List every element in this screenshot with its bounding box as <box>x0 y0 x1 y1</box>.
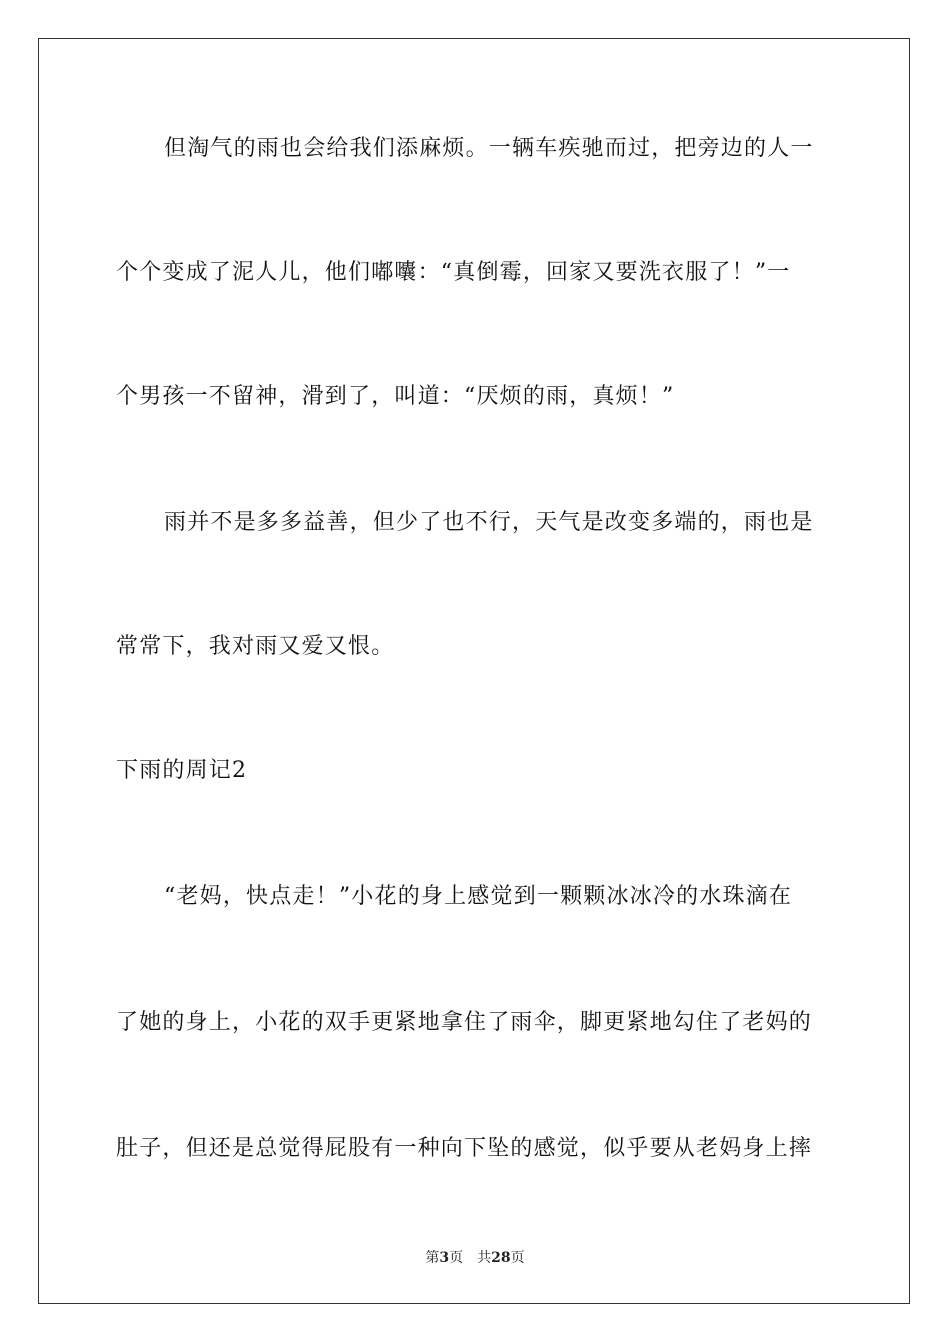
paragraph-1-line-2: 个个变成了泥人儿，他们嘟囔：“真倒霉，回家又要洗衣服了！”一 <box>116 260 791 285</box>
total-pages: 28 <box>491 1250 511 1266</box>
paragraph-3-line-2: 了她的身上，小花的双手更紧地拿住了雨伞，脚更紧地勾住了老妈的 <box>116 1010 813 1035</box>
paragraph-3-line-3: 肚子，但还是总觉得屁股有一种向下坠的感觉，似乎要从老妈身上摔 <box>116 1136 813 1161</box>
section-heading: 下雨的周记2 <box>116 758 248 783</box>
page-prefix: 第 <box>425 1250 440 1266</box>
paragraph-1-line-3: 个男孩一不留神，滑到了，叫道：“厌烦的雨，真烦！” <box>116 384 675 409</box>
page-suffix: 页 <box>449 1250 464 1266</box>
paragraph-2-line-1: 雨并不是多多益善，但少了也不行，天气是改变多端的，雨也是 <box>164 510 814 535</box>
page-number: 3 <box>439 1250 450 1266</box>
page-border <box>38 38 910 1304</box>
paragraph-3-line-1: “老妈，快点走！”小花的身上感觉到一颗颗冰冰冷的水珠滴在 <box>164 884 793 909</box>
paragraph-1-line-1: 但淘气的雨也会给我们添麻烦。一辆车疾驰而过，把旁边的人一 <box>164 136 814 161</box>
total-suffix: 页 <box>510 1250 525 1266</box>
total-prefix: 共 <box>477 1250 492 1266</box>
page-footer <box>0 1248 950 1268</box>
paragraph-2-line-2: 常常下，我对雨又爱又恨。 <box>116 634 395 659</box>
